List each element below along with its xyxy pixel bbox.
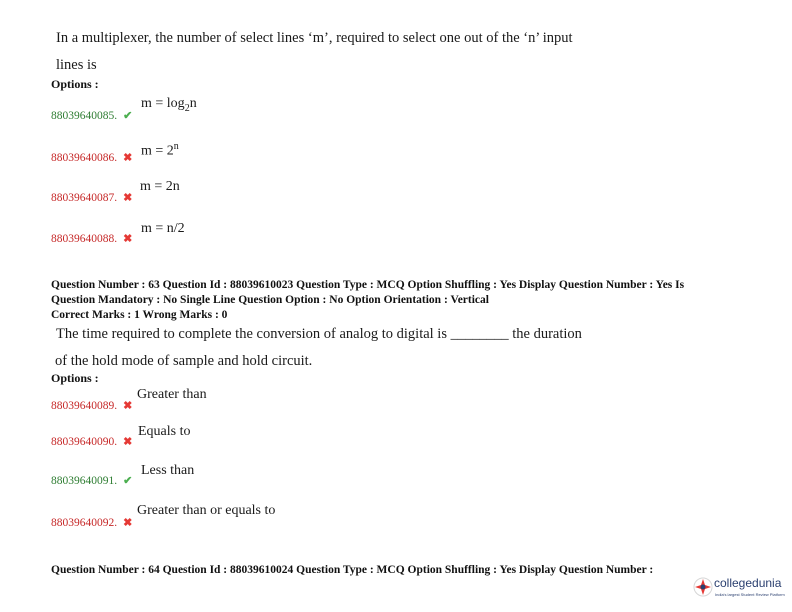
option-text: Equals to: [138, 424, 191, 439]
option-text: Greater than: [137, 387, 207, 402]
option-text: Greater than or equals to: [137, 503, 276, 518]
option-id: 88039640089.: [51, 400, 118, 412]
options-label: Options :: [51, 371, 99, 385]
collegedunia-logo: [693, 573, 788, 603]
cross-icon: ✖: [123, 233, 133, 245]
question-63-meta-line-1: Question Number : 63 Question Id : 88039610023 Question Type : MCQ Option Shuffling : Yes Display Question Number : Yes Is: [51, 279, 685, 291]
check-icon: ✔: [123, 110, 133, 122]
option-row: [51, 106, 132, 124]
question-63-marks: Correct Marks : 1 Wrong Marks : 0: [51, 309, 228, 321]
question-63-meta-line-2: Question Mandatory : No Single Line Question Option : No Option Orientation : Vertical: [51, 294, 489, 306]
answer-blank: ________: [450, 326, 509, 342]
cross-icon: ✖: [123, 192, 133, 204]
check-icon: ✔: [123, 475, 133, 487]
question-62-stem-line-1: In a multiplexer, the number of select lines ‘m’, required to select one out of the ‘n’ input: [56, 30, 573, 46]
option-text: m = 2n: [140, 179, 180, 194]
option-row: [51, 396, 132, 414]
option-text: $m = 2^n$: [141, 141, 179, 159]
cross-icon: ✖: [123, 152, 133, 164]
cross-icon: ✖: [123, 436, 133, 448]
question-63-stem-line-2: of the hold mode of sample and hold circuit.: [55, 353, 313, 369]
option-row: [51, 471, 132, 489]
question-62-stem-line-2: lines is: [56, 57, 97, 73]
brand-name: collegedunia: [714, 576, 782, 590]
option-text: m = n/2: [141, 221, 185, 236]
option-id: 88039640085.: [51, 110, 118, 122]
question-64-meta-line-1: Question Number : 64 Question Id : 88039610024 Question Type : MCQ Option Shuffling : Yes Display Question Number :: [51, 564, 654, 576]
option-text: $m = \log_2n$: [141, 96, 197, 114]
option-row: [51, 513, 132, 531]
option-row: [51, 148, 132, 166]
option-id: 88039640088.: [51, 233, 118, 245]
brand-tagline: India's largest Student Review Platform: [715, 592, 785, 597]
collegedunia-emblem-icon: [693, 576, 713, 598]
cross-icon: ✖: [123, 517, 133, 529]
option-id: 88039640092.: [51, 517, 118, 529]
option-row: [51, 188, 132, 206]
option-row: [51, 229, 132, 247]
option-id: 88039640091.: [51, 475, 118, 487]
option-id: 88039640087.: [51, 192, 118, 204]
option-row: [51, 432, 132, 450]
option-text: Less than: [141, 463, 195, 478]
option-id: 88039640090.: [51, 436, 118, 448]
options-label: Options :: [51, 77, 99, 91]
option-id: 88039640086.: [51, 152, 118, 164]
question-63-stem-line-1: The time required to complete the conversion of analog to digital is ________ the duration: [56, 326, 582, 342]
cross-icon: ✖: [123, 400, 133, 412]
